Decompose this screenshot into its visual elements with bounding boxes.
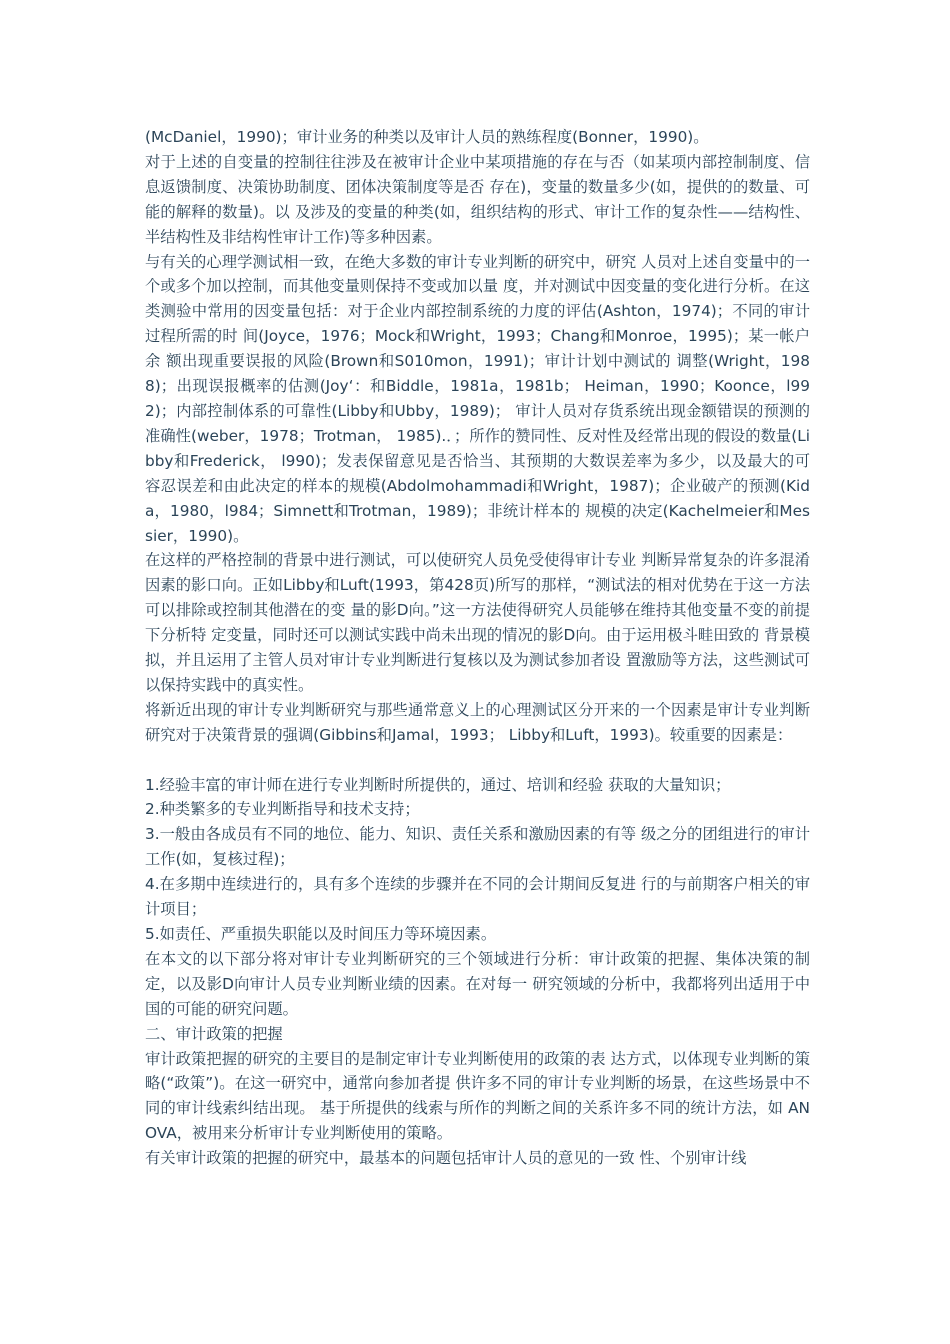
paragraph-7: 审计政策把握的研究的主要目的是制定审计专业判断使用的政策的表 达方式，以体现专业判断的策略(“政策”)。在这一研究中，通常向参加者提 供许多不同的审计专业判断的场景，在这些场景中不同的审计线索纠结出现。 基于所提供的线索与所作的判断之间的关系许多不同的统计方法，如 ANOVA，被用来分析审计专业判断使用的策略。 xyxy=(145,1049,810,1143)
list-item-1: 1.经验丰富的审计师在进行专业判断时所提供的，通过、培训和经验 获取的大量知识； xyxy=(145,775,731,794)
paragraph-8: 有关审计政策的把握的研究中，最基本的问题包括审计人员的意见的一致 性、个别审计线 xyxy=(145,1149,747,1168)
paragraph-3: 与有关的心理学测试相一致，在绝大多数的审计专业判断的研究中，研究 人员对上述自变量中的一个或多个加以控制，而其他变量则保持不变或加以量 度，并对测试中因变量的变化进行分析。在这类测验中常用的因变量包括：对于企业内部控制系统的力度的评估(Ashton，1974)；不同的审计过程所需的时 间(Joyce，1976；Mock和Wright，1993；Chang和Monroe，1995)；某一帐户余 额出现重要误报的风险(Brown和S010mon，1991)；审计计划中测试的 调整(Wright，1988)；出现误报概率的估测(Joy‘：和Biddle，1981a，1981b； Heiman，1990；Koonce，l992)；内部控制体系的可靠性(Libby和Ubby，1989)； 审计人员对存货系统出现金额错误的预测的准确性(weber，1978；Trotman， 1985).．；所作的赞同性、反对性及经常出现的假设的数量(Libby和Frederick， l990)；发表保留意见是否恰当、其预期的大数误差率为多少，以及最大的可 容忍误差和由此决定的样本的规模(Abdolmohammadi和Wright，1987)；企业破产的预测(Kida，1980，l984；Simnett和Trotman，1989)；非统计样本的 规模的决定(Kachelmeier和Messier，1990)。 xyxy=(145,252,810,545)
paragraph-1: (McDaniel，1990)；审计业务的种类以及审计人员的熟练程度(Bonner，1990)。 xyxy=(145,128,709,146)
list-item-4: 4.在多期中连续进行的，具有多个连续的步骤并在不同的会计期间反复进 行的与前期客户相关的审计项目； xyxy=(145,875,810,919)
paragraph-6: 在本文的以下部分将对审计专业判断研究的三个领域进行分析：审计政策的把握、集体决策的制定，以及影D向审计人员专业判断业绩的因素。在对每一 研究领域的分析中，我都将列出适用于中国的可能的研究问题。 xyxy=(145,949,810,1018)
paragraph-5: 将新近出现的审计专业判断研究与那些通常意义上的心理测试区分开来的一个因素是审计专业判断研究对于决策背景的强调(Gibbins和Jamal，1993； Libby和Luft，1993)。较重要的因素是： xyxy=(145,700,810,744)
list-item-5: 5.如责任、严重损失职能以及时间压力等环境因素。 xyxy=(145,924,497,943)
paragraph-4: 在这样的严格控制的背景中进行测试，可以使研究人员免受使得审计专业 判断异常复杂的许多混淆因素的影口向。正如Libby和Luft(1993，第428页)所写的那样，“测试法的相对优势在于这一方法可以排除或控制其他潜在的变 量的影D向。”这一方法使得研究人员能够在维持其他变量不变的前提下分析特 定变量，同时还可以测试实践中尚未出现的情况的影D向。由于运用极斗畦田致的 背景模拟，并且运用了主管人员对审计专业判断进行复核以及为测试参加者设 置激励等方法，这些测试可以保持实践中的真实性。 xyxy=(145,551,810,694)
blank-line xyxy=(145,748,810,773)
paragraph-2: 对于上述的自变量的控制往往涉及在被审计企业中某项措施的存在与否（如某项内部控制制度、信息返馈制度、决策协助制度、团体决策制度等是否 存在)，变量的数量多少(如，提供的的数量、可能的解释的数量)。以 及涉及的变量的种类(如，组织结构的形式、审计工作的复杂性——结构性、 半结构性及非结构性审计工作)等多种因素。 xyxy=(145,152,810,246)
section-heading: 二、审计政策的把握 xyxy=(145,1024,283,1043)
list-item-3: 3.一般由各成员有不同的地位、能力、知识、责任关系和激励因素的有等 级之分的团组进行的审计工作(如，复核过程)； xyxy=(145,825,810,869)
document-page xyxy=(145,125,810,1171)
list-item-2: 2.种类繁多的专业判断指导和技术支持； xyxy=(145,800,420,819)
